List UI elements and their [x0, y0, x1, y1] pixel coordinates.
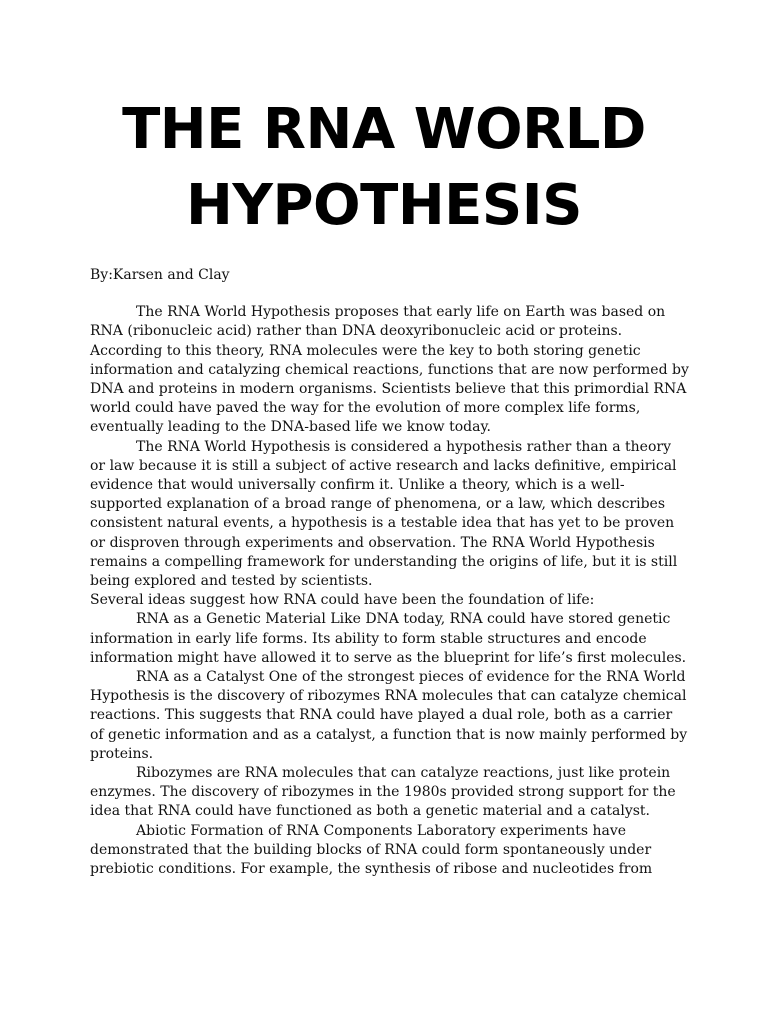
paragraph-abiotic-formation: Abiotic Formation of RNA Components Laboratory experiments have demonstrated that the building blocks of RNA could form spontaneously under prebiotic conditions. For example, the synthesis of ribose and nucleotides from: [90, 822, 653, 878]
paragraph-intro: The RNA World Hypothesis proposes that early life on Earth was based on RNA (ribonucleic acid) rather than DNA deoxyribonucleic acid or proteins. According to this theory, RNA molecules were the key to both storing genetic information and catalyzing chemical reactions, functions that are now performed by DNA and proteins in modern organisms. Scientists believe that this primordial RNA world could have paved the way for the evolution of more complex life forms, eventually leading to the DNA-based life we know today.: [90, 304, 689, 436]
title-line-2: HYPOTHESIS: [186, 173, 582, 238]
paragraph-ribozymes: Ribozymes are RNA molecules that can catalyze reactions, just like protein enzymes. The discovery of ribozymes in the 1980s provided strong support for the idea that RNA could have functioned as both a genetic material and a catalyst.: [90, 765, 676, 820]
document-body: [90, 266, 690, 879]
document-title: [0, 92, 768, 244]
paragraph-catalyst: RNA as a Catalyst One of the strongest pieces of evidence for the RNA World Hypothesis is the discovery of ribozymes RNA molecules that can catalyze chemical reactions. This suggests that RNA could have played a dual role, both as a carrier of genetic information and as a catalyst, a function that is now mainly performed by proteins.: [90, 669, 688, 762]
title-line-1: THE RNA WORLD: [122, 97, 646, 162]
byline: By:Karsen and Clay: [90, 267, 230, 283]
paragraph-hypothesis-vs-theory: The RNA World Hypothesis is considered a hypothesis rather than a theory or law because it is still a subject of active research and lacks definitive, empirical evidence that would universally confirm it. Unlike a theory, which is a well-supported explanation of a broad range of phenomena, or a law, which describes consistent natural events, a hypothesis is a testable idea that has yet to be proven or disproven through experiments and observation. The RNA World Hypothesis remains a compelling framework for understanding the origins of life, but it is still being explored and tested by scientists.: [90, 438, 678, 590]
paragraph-genetic-material: RNA as a Genetic Material Like DNA today, RNA could have stored genetic information in early life forms. Its ability to form stable structures and encode information might have allowed it to serve as the blueprint for life’s first molecules.: [90, 611, 687, 666]
paragraph-ideas-lead: Several ideas suggest how RNA could have been the foundation of life:: [90, 592, 595, 609]
